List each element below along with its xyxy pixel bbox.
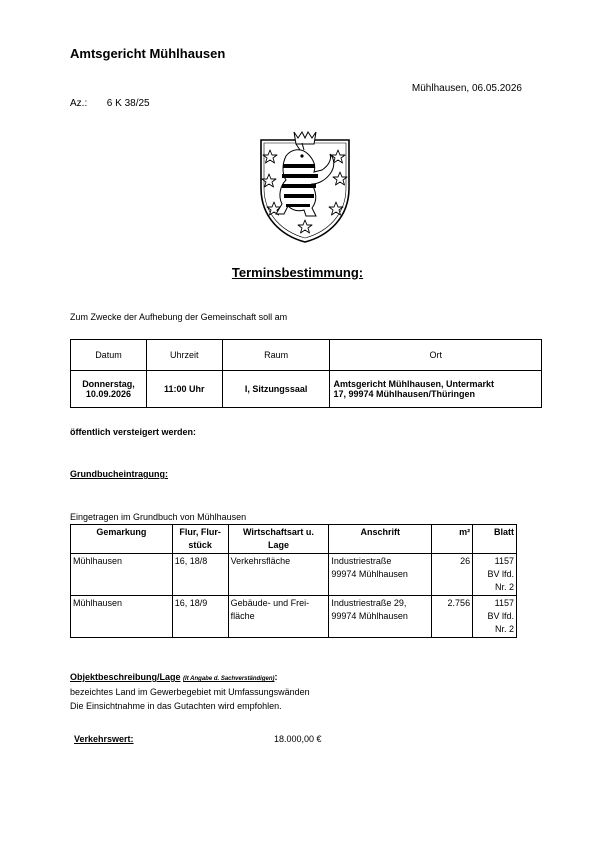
col-header-datum: Datum — [71, 340, 147, 371]
land-register-header — [71, 525, 517, 554]
table-row — [71, 596, 517, 638]
appointment-date-value: 10.09.2026 — [85, 389, 131, 399]
land-register-table — [70, 524, 517, 638]
object-description-line1: bezeichtes Land im Gewerbegebiet mit Umfassungswänden — [70, 687, 310, 697]
row-blatt-line3: Nr. 2 — [494, 582, 514, 592]
col-header-ort: Ort — [330, 340, 542, 371]
col-header-wirtschaftsart — [228, 525, 329, 554]
row-blatt-line2: BV lfd. — [487, 569, 514, 579]
land-register-heading: Grundbucheintragung: — [70, 469, 168, 479]
court-name: Amtsgericht Mühlhausen — [70, 46, 226, 61]
row-gemarkung: Mühlhausen — [71, 554, 173, 596]
col-header-anschrift: Anschrift — [329, 525, 432, 554]
market-value-label: Verkehrswert: — [74, 734, 134, 744]
col-header-flur-line1: Flur, Flur- — [179, 527, 221, 537]
row-blatt-line3: Nr. 2 — [494, 624, 514, 634]
appointment-location — [330, 371, 542, 408]
auction-statement: öffentlich versteigert werden: — [70, 427, 197, 437]
land-register-intro: Eingetragen im Grundbuch von Mühlhausen — [70, 512, 247, 522]
row-gemarkung: Mühlhausen — [71, 596, 173, 638]
object-description-title: Objektbeschreibung/Lage — [70, 672, 181, 682]
row-blatt — [473, 596, 517, 638]
row-flur: 16, 18/9 — [172, 596, 228, 638]
coat-of-arms-icon — [256, 126, 354, 244]
row-anschrift-line2: 99974 Mühlhausen — [331, 569, 408, 579]
table-row — [71, 554, 517, 596]
row-wirtschaftsart-line2: fläche — [230, 611, 255, 621]
row-qm: 26 — [432, 554, 473, 596]
appointment-room: I, Sitzungssaal — [222, 371, 330, 408]
case-number-value: 6 K 38/25 — [106, 98, 150, 109]
appointment-date — [71, 371, 147, 408]
appointment-row — [71, 371, 542, 408]
row-blatt — [473, 554, 517, 596]
case-number-label: Az.: — [70, 98, 88, 109]
row-anschrift-line2: 99974 Mühlhausen — [331, 611, 408, 621]
document-title: Terminsbestimmung: — [231, 265, 364, 280]
row-blatt-line1: 1157 — [494, 556, 514, 566]
appointment-location-line1: Amtsgericht Mühlhausen, Untermarkt — [333, 379, 494, 389]
market-value: 18.000,00 € — [274, 734, 322, 744]
col-header-flur-line2: stück — [188, 540, 212, 550]
appointment-weekday: Donnerstag, — [82, 379, 135, 389]
row-wirtschaftsart — [228, 554, 329, 596]
appointment-location-line2: 17, 99974 Mühlhausen/Thüringen — [333, 389, 476, 399]
col-header-uhrzeit: Uhrzeit — [146, 340, 222, 371]
col-header-flur — [172, 525, 228, 554]
col-header-blatt: Blatt — [473, 525, 517, 554]
row-flur: 16, 18/8 — [172, 554, 228, 596]
row-anschrift-line1: Industriestraße 29, — [331, 598, 407, 608]
intro-text: Zum Zwecke der Aufhebung der Gemeinschaft soll am — [70, 312, 288, 322]
row-wirtschaftsart-line1: Verkehrsfläche — [230, 556, 291, 566]
object-description-colon: : — [274, 672, 278, 682]
case-number — [70, 98, 150, 109]
col-header-raum: Raum — [222, 340, 330, 371]
appointment-table-header — [71, 340, 542, 371]
appointment-table — [70, 339, 542, 408]
col-header-qm: m² — [432, 525, 473, 554]
col-header-wirtschaftsart-line2: Lage — [267, 540, 289, 550]
row-anschrift — [329, 554, 432, 596]
row-anschrift-line1: Industriestraße — [331, 556, 392, 566]
col-header-gemarkung: Gemarkung — [71, 525, 173, 554]
row-blatt-line2: BV lfd. — [487, 611, 514, 621]
appointment-time: 11:00 Uhr — [146, 371, 222, 408]
row-wirtschaftsart-line1: Gebäude- und Frei- — [230, 598, 310, 608]
row-wirtschaftsart — [228, 596, 329, 638]
object-description-line2: Die Einsichtnahme in das Gutachten wird empfohlen. — [70, 701, 282, 711]
col-header-wirtschaftsart-line1: Wirtschaftsart u. — [243, 527, 314, 537]
object-description-heading — [70, 672, 278, 682]
place-date: Mühlhausen, 06.05.2026 — [411, 83, 522, 94]
row-blatt-line1: 1157 — [494, 598, 514, 608]
row-anschrift — [329, 596, 432, 638]
row-qm: 2.756 — [432, 596, 473, 638]
object-description-note: (lt Angabe d. Sachverständigen) — [183, 676, 275, 682]
